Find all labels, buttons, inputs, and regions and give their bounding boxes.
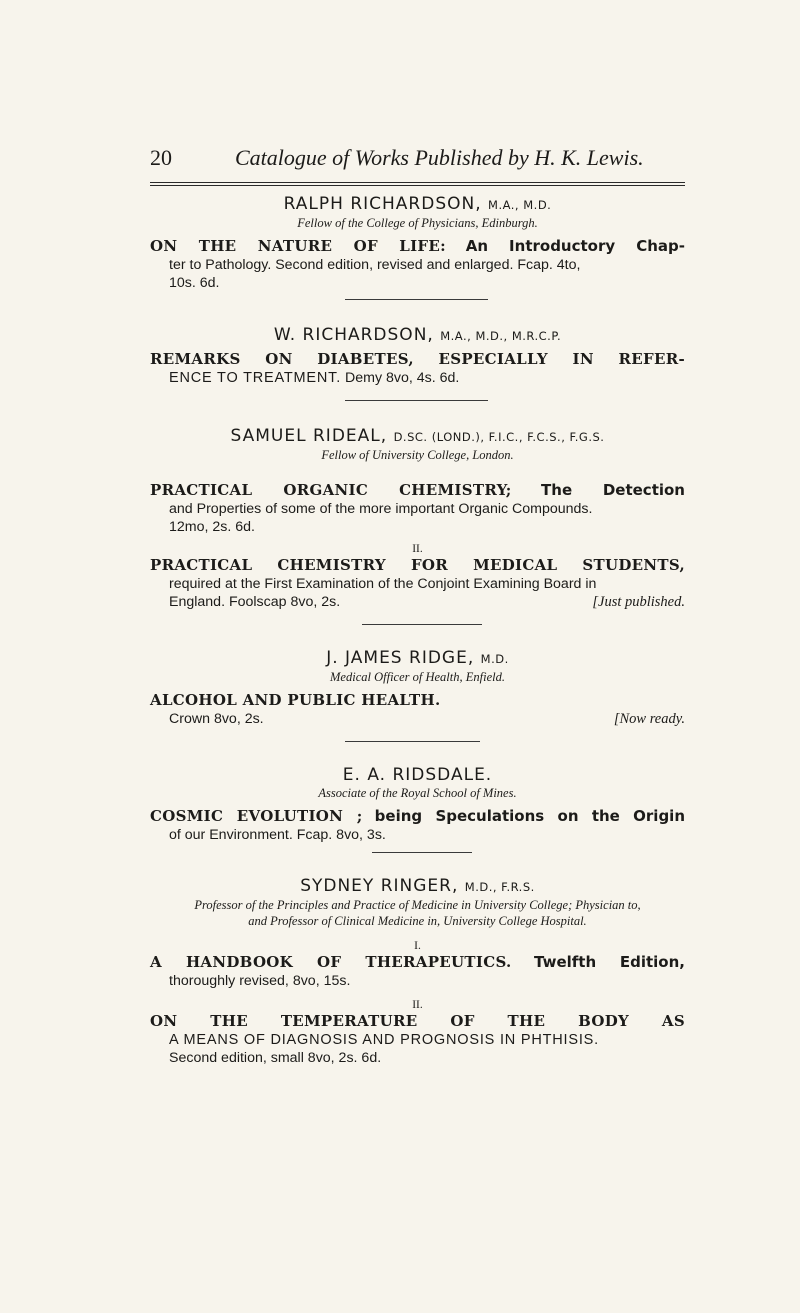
work-listing (150, 953, 685, 990)
author-name (150, 325, 685, 346)
work-title: REMARKS ON DIABETES, ESPECIALLY IN REFER- (150, 350, 685, 368)
author-affiliation: Fellow of the College of Physicians, Edinburgh. (297, 216, 538, 230)
work-price: Crown 8vo, 2s. (169, 711, 264, 727)
work-details: Demy 8vo, 4s. 6d. (345, 370, 460, 386)
entry-j-james-ridge (150, 648, 685, 728)
author-degrees: M.A., M.D. (488, 198, 552, 212)
work-listing (150, 691, 685, 728)
author-degrees: D.SC. (LOND.), F.I.C., F.C.S., F.G.S. (393, 430, 605, 444)
work-title: ON THE NATURE OF LIFE: (150, 237, 446, 255)
work-subtitle: The Detection (541, 481, 685, 499)
section-separator (345, 741, 480, 742)
work-description: thoroughly revised, 8vo, 15s. (169, 973, 351, 989)
author-name (150, 876, 685, 897)
work-title-line (150, 481, 685, 500)
running-head (150, 145, 685, 185)
work-price-line (150, 593, 685, 611)
author-degrees: M.D. (480, 652, 509, 666)
work-listing (150, 1012, 685, 1067)
work-price: 10s. 6d. (169, 275, 220, 291)
entry-e-a-ridsdale (150, 765, 685, 844)
work-title-continued: ENCE TO TREATMENT. (169, 370, 342, 386)
work-title: ON THE TEMPERATURE OF THE BODY AS (150, 1012, 685, 1030)
work-title-line (150, 1012, 685, 1031)
work-subtitle: Twelfth Edition, (534, 953, 685, 971)
work-listing (150, 556, 685, 611)
entry-sydney-ringer (150, 876, 685, 1067)
work-listing (150, 481, 685, 536)
work-description: of our Environment. Fcap. 8vo, 3s. (169, 827, 386, 843)
author-name (150, 426, 685, 447)
work-title: ALCOHOL AND PUBLIC HEALTH. (150, 691, 441, 709)
header-double-rule (150, 182, 685, 186)
work-description: Second edition, small 8vo, 2s. 6d. (169, 1050, 382, 1066)
entry-w-richardson (150, 325, 685, 387)
work-title-line (150, 953, 685, 972)
section-separator (345, 400, 488, 401)
author-affiliation: Medical Officer of Health, Enfield. (330, 670, 505, 684)
author-name (150, 765, 685, 785)
author-name-text: SAMUEL RIDEAL, (230, 426, 388, 446)
author-name (150, 648, 685, 669)
author-name (150, 194, 685, 215)
work-numeral: II. (412, 543, 423, 555)
work-description: and Properties of some of the more important Organic Compounds. (169, 501, 593, 517)
author-degrees: M.D., F.R.S. (464, 880, 535, 894)
work-listing (150, 237, 685, 292)
author-name-text: SYDNEY RINGER, (300, 876, 459, 896)
author-name-text: J. JAMES RIDGE, (326, 648, 475, 668)
work-title: PRACTICAL CHEMISTRY FOR MEDICAL STUDENTS, (150, 556, 685, 574)
section-separator (372, 852, 472, 853)
entry-samuel-rideal (150, 426, 685, 611)
work-price: 12mo, 2s. 6d. (169, 519, 255, 535)
work-description: ter to Pathology. Second edition, revised and enlarged. Fcap. 4to, (169, 257, 581, 273)
author-affiliation: Associate of the Royal School of Mines. (318, 786, 517, 800)
publication-note: [Now ready. (613, 711, 685, 727)
work-listing (150, 350, 685, 387)
work-title-continued-line (150, 1031, 685, 1049)
work-title-line (150, 691, 685, 710)
page-number: 20 (150, 145, 172, 170)
author-affiliation: Professor of the Principles and Practice of Medicine in University College; Physician to, (194, 898, 641, 912)
work-title-continued-line (150, 369, 685, 387)
work-title-line (150, 350, 685, 369)
work-title: A HANDBOOK OF THERAPEUTICS. (150, 953, 512, 971)
section-separator (345, 299, 488, 300)
author-affiliation: and Professor of Clinical Medicine in, University College Hospital. (248, 914, 587, 928)
work-numeral: II. (412, 999, 423, 1011)
work-title-continued: A MEANS OF DIAGNOSIS AND PROGNOSIS IN PHTHISIS. (169, 1032, 599, 1048)
work-title-line (150, 237, 685, 256)
work-title-line (150, 556, 685, 575)
work-price: England. Foolscap 8vo, 2s. (169, 594, 341, 610)
work-description: required at the First Examination of the Conjoint Examining Board in (169, 576, 597, 592)
author-affiliation: Fellow of University College, London. (321, 448, 514, 462)
author-degrees: M.A., M.D., M.R.C.P. (440, 329, 562, 343)
author-name-text: RALPH RICHARDSON, (283, 194, 482, 214)
catalogue-title: Catalogue of Works Published by H. K. Lewis. (235, 145, 644, 170)
author-name-text: E. A. RIDSDALE. (342, 765, 493, 785)
work-subtitle: being Speculations on the Origin (374, 807, 686, 825)
work-numeral: I. (414, 940, 421, 952)
entry-ralph-richardson (150, 194, 685, 292)
work-price-line (150, 710, 685, 728)
work-listing (150, 807, 685, 844)
work-subtitle: An Introductory Chap- (465, 237, 685, 255)
work-title: PRACTICAL ORGANIC CHEMISTRY; (150, 481, 512, 499)
publication-note: [Just published. (592, 594, 685, 610)
work-title-line (150, 807, 685, 826)
section-separator (362, 624, 482, 625)
work-title: COSMIC EVOLUTION ; (150, 807, 363, 825)
author-name-text: W. RICHARDSON, (273, 325, 434, 345)
